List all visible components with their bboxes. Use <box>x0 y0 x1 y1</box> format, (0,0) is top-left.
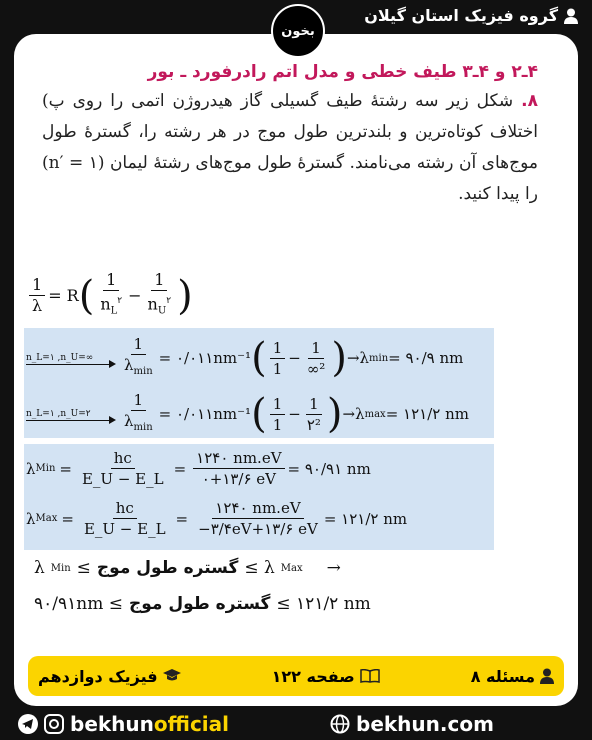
content-card <box>14 34 578 706</box>
section-title: ۴ـ۲ و ۴ـ۳ طیف خطی و مدل اتم رادرفورد ـ بور <box>147 62 538 82</box>
range-result: ۹۰/۹۱nm ≤ گستره طول موج ≤ ۱۲۱/۲ nm <box>34 594 371 614</box>
footer-bar <box>28 656 564 696</box>
problem-text: شکل زیر سه رشتهٔ طیف گسیلی گاز هیدروژن اتمی را روی پ) اختلاف کوتاه‌ترین و بلندترین طول موج در هر رشته را، گسترهٔ طول موج‌های آن رشته می‌نامند. گسترهٔ طول موج‌های رشتهٔ لیمان (۱ = ′n) را پیدا کنید. <box>42 91 538 204</box>
graduation-cap-icon <box>163 669 181 683</box>
hc-max-equation: λ Max = $\frac{hc}{E\_U - E\_L}$ = $\frac{۱۲۴۰ nm.eV}{-۳/۴eV+۱۳/۶ eV}$ = ۱۲۱/۲ nm <box>26 499 408 538</box>
bottom-bar <box>0 708 592 740</box>
footer-page: صفحه ۱۲۲ <box>272 667 380 686</box>
group-title: گروه فیزیک استان گیلان <box>364 6 578 25</box>
user-icon <box>564 8 578 24</box>
website-link[interactable]: bekhun.com <box>330 712 494 736</box>
hc-min-equation: λ Min = $\frac{hc}{E\_U - E\_L}$ = $\frac{۱۲۴۰ nm.eV}{۰+۱۳/۶ eV}$ = ۹۰/۹۱ nm <box>26 449 371 488</box>
telegram-icon <box>18 714 38 734</box>
range-inequality: λ Min ≤ گستره طول موج ≤ λ Max → <box>34 558 341 578</box>
brand-logo <box>271 4 325 58</box>
logo-text: بخون <box>281 23 315 39</box>
footer-course: فیزیک دوازدهم <box>38 667 181 686</box>
max-wavelength-row: n_L=۱ ,n_U=۲ $\frac{1}{\lambda_{min}}$ = ۰/۰۱۱nm⁻¹ ( $\frac{1}{1}$ − $\frac{1}{\text{۲²}}$ ) → λ max = ۱۲۱/۲ nm <box>26 391 469 437</box>
problem-number: ۸. <box>521 91 539 111</box>
open-book-icon <box>360 669 380 683</box>
instagram-icon <box>44 714 64 734</box>
footer-problem: مسئله ۸ <box>471 667 554 686</box>
problem-statement <box>42 86 538 210</box>
rydberg-equation: $\frac{1}{\lambda}$ = R ( $\frac{1}{n_L^۲}$ − $\frac{1}{n_U^۲}$ ) <box>26 270 193 321</box>
min-wavelength-row: n_L=۱ ,n_U=∞ $\frac{1}{\lambda_{min}}$ = ۰/۰۱۱nm⁻¹ ( $\frac{1}{1}$ − $\frac{1}{\text{∞²}}$ ) → λ min = ۹۰/۹ nm <box>26 335 464 381</box>
social-handle[interactable]: bekhunofficial <box>18 712 229 736</box>
user-icon <box>540 668 554 684</box>
globe-icon <box>330 714 350 734</box>
